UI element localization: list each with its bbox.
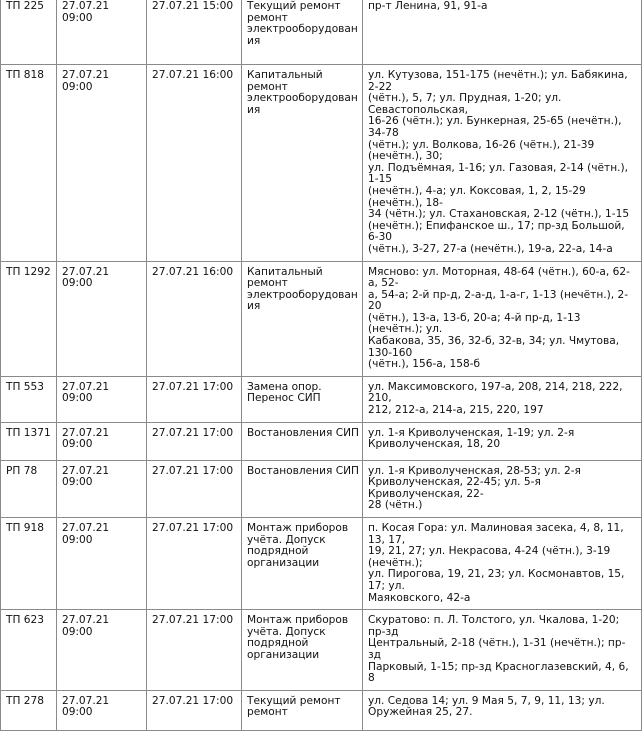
start-time-cell: 27.07.21 09:00 <box>57 610 147 691</box>
end-time-cell: 27.07.21 17:00 <box>147 422 242 460</box>
addresses-cell: ул. Максимовского, 197-а, 208, 214, 218, 222, 210, 212, 212-а, 214-а, 215, 220, 197 <box>363 376 642 422</box>
station-cell: ТП 225 <box>1 0 57 65</box>
table-row <box>1 610 642 691</box>
end-time-cell: 27.07.21 16:00 <box>147 261 242 376</box>
start-time-cell: 27.07.21 09:00 <box>57 0 147 65</box>
addresses-cell: ул. Седова 14; ул. 9 Мая 5, 7, 9, 11, 13; ул. Оружейная 25, 27. <box>363 690 642 730</box>
station-cell: ТП 553 <box>1 376 57 422</box>
work-type-cell: Текущий ремонт ремонт <box>242 690 363 730</box>
addresses-cell: ул. 1-я Криволученская, 28-53; ул. 2-я Криволученская, 22-45; ул. 5-я Криволученская, 22- 28 (чётн.) <box>363 460 642 517</box>
station-cell: ТП 1371 <box>1 422 57 460</box>
station-cell: ТП 623 <box>1 610 57 691</box>
start-time-cell: 27.07.21 09:00 <box>57 518 147 610</box>
addresses-cell: п. Косая Гора: ул. Малиновая засека, 4, 8, 11, 13, 17, 19, 21, 27; ул. Некрасова, 4-24 (чётн.), 3-19 (нечётн.); ул. Пирогова, 19, 21, 23; ул. Космонавтов, 15, 17; ул. Маяковского, 42-а <box>363 518 642 610</box>
work-type-cell: Капитальный ремонт электрооборудования <box>242 261 363 376</box>
table-row <box>1 0 642 65</box>
work-type-cell: Монтаж приборов учёта. Допуск подрядной организации <box>242 610 363 691</box>
end-time-cell: 27.07.21 17:00 <box>147 460 242 517</box>
station-cell: ТП 278 <box>1 690 57 730</box>
station-cell: ТП 918 <box>1 518 57 610</box>
addresses-cell: ул. 1-я Криволученская, 1-19; ул. 2-я Криволученская, 18, 20 <box>363 422 642 460</box>
end-time-cell: 27.07.21 15:00 <box>147 0 242 65</box>
start-time-cell: 27.07.21 09:00 <box>57 690 147 730</box>
work-type-cell: Монтаж приборов учёта. Допуск подрядной организации <box>242 518 363 610</box>
table-row <box>1 261 642 376</box>
end-time-cell: 27.07.21 17:00 <box>147 690 242 730</box>
start-time-cell: 27.07.21 09:00 <box>57 460 147 517</box>
table-row <box>1 518 642 610</box>
work-type-cell: Востановления СИП <box>242 422 363 460</box>
end-time-cell: 27.07.21 17:00 <box>147 518 242 610</box>
table-row <box>1 460 642 517</box>
work-type-cell: Капитальный ремонт электрооборудования <box>242 65 363 262</box>
addresses-cell: Мясново: ул. Моторная, 48-64 (чётн.), 60-а, 62-а, 52- а, 54-а; 2-й пр-д, 2-а-д, 1-а-г, 1-13 (нечётн.), 2-20 (чётн.), 13-а, 13-б, 20-а; 4-й пр-д, 1-13 (нечётн.); ул. Кабакова, 35, 36, 32-б, 32-в, 34; ул. Чмутова, 130-160 (чётн.), 156-а, 158-б <box>363 261 642 376</box>
end-time-cell: 27.07.21 17:00 <box>147 376 242 422</box>
table-row <box>1 65 642 262</box>
addresses-cell: Скуратово: п. Л. Толстого, ул. Чкалова, 1-20; пр-зд Центральный, 2-18 (чётн.), 1-31 (нечётн.); пр-зд Парковый, 1-15; пр-зд Красноглазевский, 4, 6, 8 <box>363 610 642 691</box>
table-row <box>1 376 642 422</box>
table-row <box>1 690 642 730</box>
table-row <box>1 422 642 460</box>
station-cell: РП 78 <box>1 460 57 517</box>
end-time-cell: 27.07.21 16:00 <box>147 65 242 262</box>
addresses-cell: ул. Кутузова, 151-175 (нечётн.); ул. Бабякина, 2-22 (чётн.), 5, 7; ул. Прудная, 1-20; ул. Севастопольская, 16-26 (чётн.); ул. Бункерная, 25-65 (нечётн.), 34-78 (чётн.); ул. Волкова, 16-26 (чётн.), 21-39 (нечётн.), 30; ул. Подъёмная, 1-16; ул. Газовая, 2-14 (чётн.), 1-15 (нечётн.), 4-а; ул. Коксовая, 1, 2, 15-29 (нечётн.), 18- 34 (чётн.); ул. Стахановская, 2-12 (чётн.), 1-15 (нечётн.); Епифанское ш., 17; пр-зд Большой, 6-30 (чётн.), 3-27, 27-а (нечётн.), 19-а, 22-а, 14-а <box>363 65 642 262</box>
work-type-cell: Востановления СИП <box>242 460 363 517</box>
station-cell: ТП 818 <box>1 65 57 262</box>
start-time-cell: 27.07.21 09:00 <box>57 65 147 262</box>
end-time-cell: 27.07.21 17:00 <box>147 610 242 691</box>
start-time-cell: 27.07.21 09:00 <box>57 422 147 460</box>
station-cell: ТП 1292 <box>1 261 57 376</box>
start-time-cell: 27.07.21 09:00 <box>57 261 147 376</box>
start-time-cell: 27.07.21 09:00 <box>57 376 147 422</box>
addresses-cell: пр-т Ленина, 91, 91-а <box>363 0 642 65</box>
work-type-cell: Текущий ремонт ремонт электрооборудования <box>242 0 363 65</box>
work-type-cell: Замена опор. Перенос СИП <box>242 376 363 422</box>
